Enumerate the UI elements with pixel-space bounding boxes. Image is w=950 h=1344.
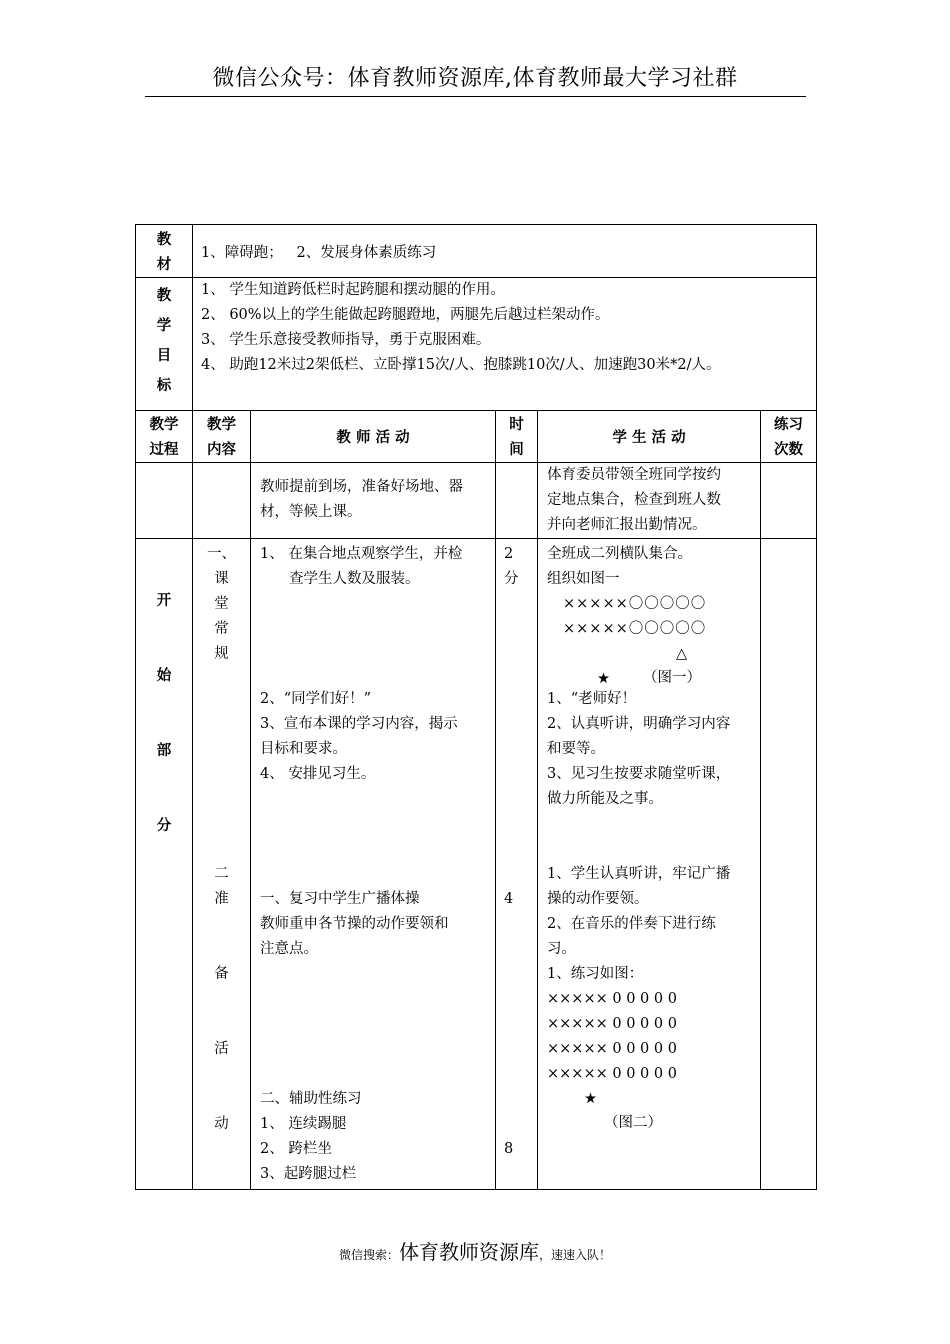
teacher-triangle-icon: △ <box>676 646 688 662</box>
prep-row <box>136 463 817 539</box>
col-header-time: 时 间 <box>496 411 538 463</box>
objective-item: 3、 学生乐意接受教师指导，勇于克服困难。 <box>201 332 491 348</box>
col-header-process: 教学 过程 <box>136 411 193 463</box>
objective-item: 2、 60%以上的学生能做起跨腿蹬地，两腿先后越过栏架动作。 <box>201 307 610 323</box>
col-header-teacher: 教 师 活 动 <box>251 411 496 463</box>
objective-item: 4、 助跑12米过2架低栏、立卧撑15次/人、抱膝跳10次/人、加速跑30米*2/人。 <box>201 357 721 373</box>
page-header-title: 微信公众号：体育教师资源库,体育教师最大学习社群 <box>212 66 738 91</box>
materials-text: 1、障碍跑； 2、发展身体素质练习 <box>193 225 817 278</box>
lesson-plan-table <box>135 224 817 1190</box>
prep-time-cell <box>496 463 538 539</box>
page-footer: 微信搜索：体育教师资源库，速速入队！ <box>338 1240 612 1264</box>
start-teacher-activity: 1、 在集合地点观察学生，并检 查学生人数及服装。 2、“同学们好！” 3、宣布本课的学习内容，揭示 目标和要求。 4、 安排见习生。 一、复习中学生广播体操 教师重申各节操的动作要领和 注意点。 二、辅助性练习 1、 连续踢腿 2、 跨栏坐 3、起跨腿过栏 <box>251 539 496 1190</box>
col-header-student: 学 生 活 动 <box>538 411 761 463</box>
header-divider <box>145 96 806 97</box>
prep-content-cell <box>193 463 251 539</box>
prep-student-activity: 体育委员带领全班同学按约 定地点集合，检查到班人数 并向老师汇报出勤情况。 <box>538 463 761 539</box>
start-process-label: 开 始 部 分 <box>136 539 193 1190</box>
objectives-label: 教 学 目 标 <box>136 278 193 411</box>
objective-item: 1、 学生知道跨低栏时起跨腿和摆动腿的作用。 <box>201 282 505 298</box>
start-time-cell: 2 分 4 8 <box>496 539 538 1190</box>
prep-reps-cell <box>761 463 817 539</box>
prep-process-cell <box>136 463 193 539</box>
start-section-row <box>136 539 817 1190</box>
objectives-row <box>136 278 817 411</box>
start-reps-cell <box>761 539 817 1190</box>
start-student-activity: 全班成二列横队集合。 组织如图一 ×××××〇〇〇〇〇 ×××××〇〇〇〇〇 △ ★ （图一） 1、“老师好！ 2、认真听讲，明确学习内容 和要等。 3、见习生按要求随堂听课， 做力所能及之事。 1、学生认真听讲，牢记广播 操的动作要领。 2、在音乐的伴奏下进行练 习。 1、练习如图： ××××× 0 0 0 0 0 ××××× 0 0 0 0 0 ××××× 0 0 0 0 0 ××××× 0 0 0 0 0 ★ （图二） <box>538 539 761 1190</box>
star-icon: ★ <box>597 671 610 687</box>
col-header-content: 教学 内容 <box>193 411 251 463</box>
start-content-cell: 一、 课 堂 常 规 二 准 备 活 动 <box>193 539 251 1190</box>
objectives-list <box>193 278 817 411</box>
materials-row <box>136 225 817 278</box>
materials-label: 教 材 <box>136 225 193 278</box>
column-header-row <box>136 411 817 463</box>
prep-teacher-activity: 教师提前到场，准备好场地、器 材，等候上课。 <box>251 463 496 539</box>
star-icon: ★ <box>584 1091 597 1107</box>
col-header-reps: 练习 次数 <box>761 411 817 463</box>
